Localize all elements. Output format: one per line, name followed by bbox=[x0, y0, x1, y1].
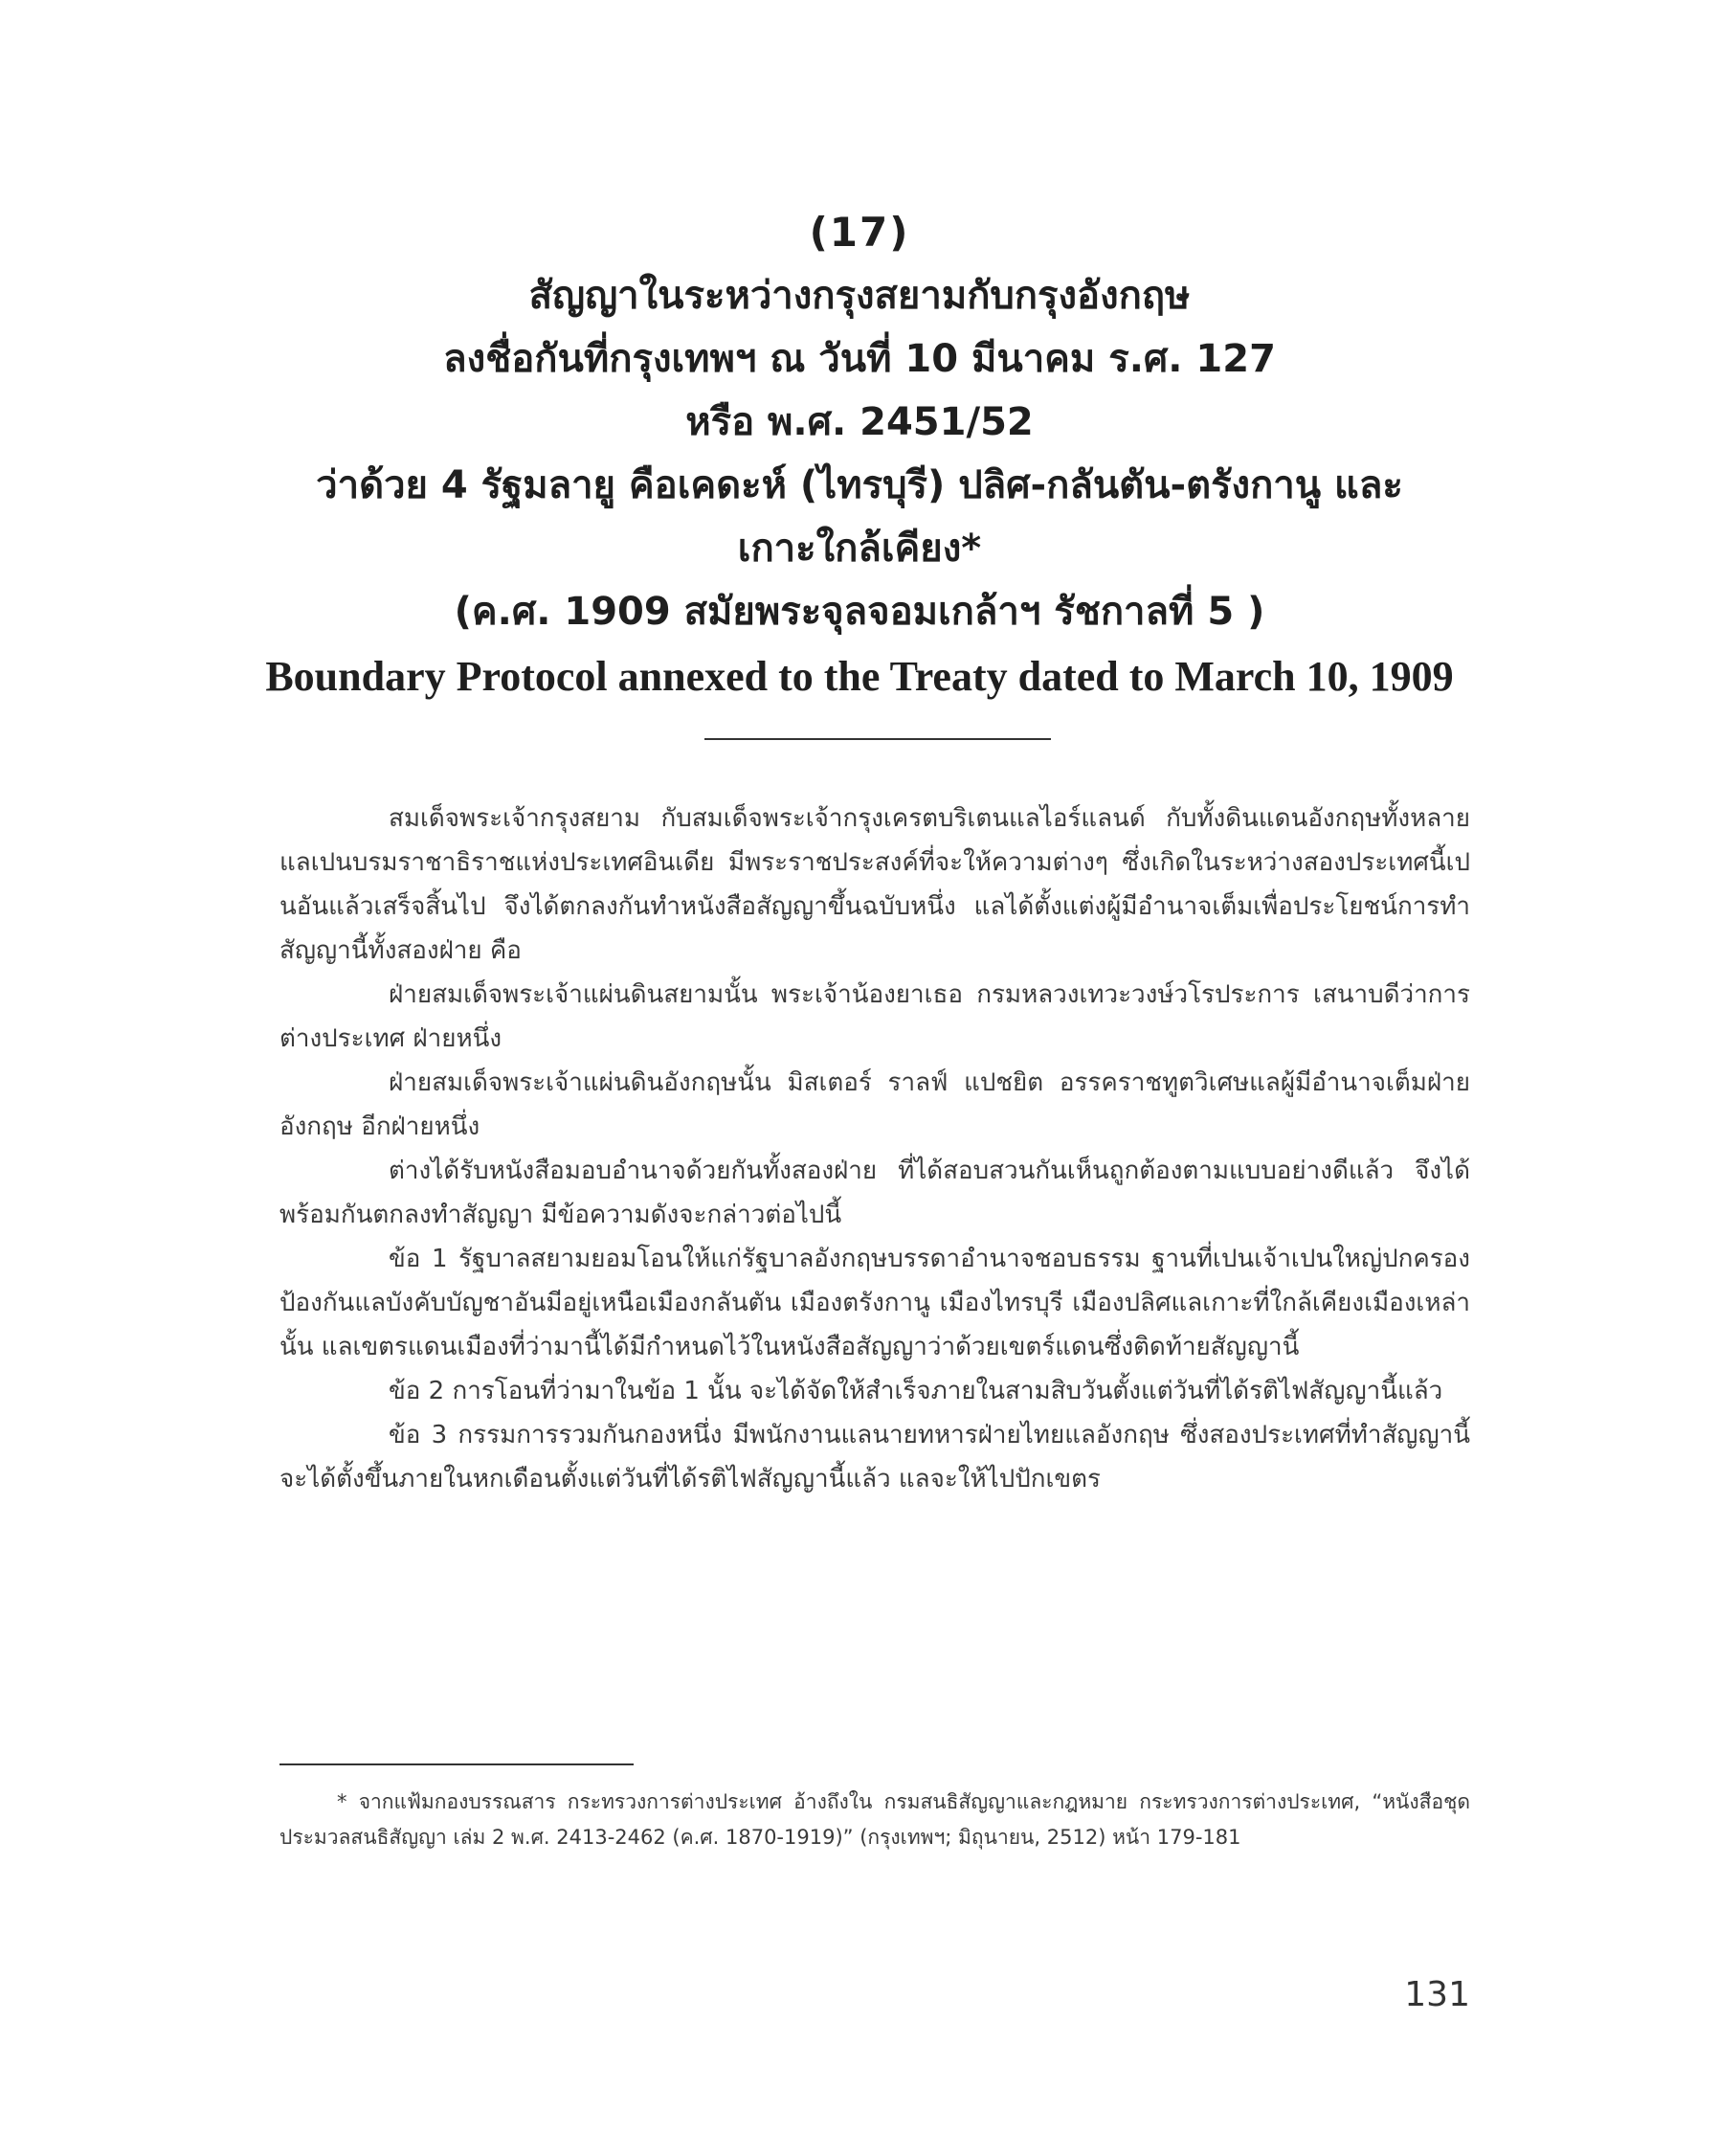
footnote: * จากแฟ้มกองบรรณสาร กระทรวงการต่างประเทศ อ้างถึงใน กรมสนธิสัญญาและกฎหมาย กระทรวงการต่างประเทศ, “หนังสือชุดประมวลสนธิสัญญา เล่ม 2 พ.ศ. 2413-2462 (ค.ศ. 1870-1919)” (กรุงเทพฯ; มิถุนายน, 2512) หน้า 179-181 bbox=[279, 1790, 1470, 1849]
heading-thai-line-3: หรือ พ.ศ. 2451/52 bbox=[685, 400, 1034, 444]
heading-thai-line-1: สัญญาในระหว่างกรุงสยามกับกรุงอังกฤษ bbox=[528, 274, 1191, 318]
body-paragraph-preamble: สมเด็จพระเจ้ากรุงสยาม กับสมเด็จพระเจ้ากรุงเครตบริเตนแลไอร์แลนด์ กับทั้งดินแดนอังกฤษทั้งหลายแลเปนบรมราชาธิราชแห่งประเทศอินเดีย มีพระราชประสงค์ที่จะให้ความต่างๆ ซึ่งเกิดในระหว่างสองประเทศนี้เปนอันแล้วเสร็จสิ้นไป จึงได้ตกลงกันทำหนังสือสัญญาขึ้นฉบับหนึ่ง แลได้ตั้งแต่งผู้มีอำนาจเต็มเพื่อประโยชน์การทำสัญญานี้ทั้งสองฝ่าย คือ bbox=[279, 804, 1470, 965]
treaty-number: (17) bbox=[809, 209, 910, 256]
heading-thai-line-4: ว่าด้วย 4 รัฐมลายู คือเคดะห์ (ไทรบุรี) ปลิศ-กลันตัน-ตรังกานู และ bbox=[316, 463, 1403, 507]
treaty-heading bbox=[144, 201, 1575, 710]
treaty-body bbox=[279, 797, 1470, 1501]
heading-english: Boundary Protocol annexed to the Treaty dated to March 10, 1909 bbox=[265, 653, 1454, 700]
heading-thai-line-5: เกาะใกล้เคียง* bbox=[737, 527, 982, 571]
body-paragraph-article-2: ข้อ 2 การโอนที่ว่ามาในข้อ 1 นั้น จะได้จัดให้สำเร็จภายในสามสิบวันตั้งแต่วันที่ได้รติไฟสัญญานี้แล้ว bbox=[389, 1377, 1443, 1405]
body-paragraph-article-3: ข้อ 3 กรรมการรวมกันกองหนึ่ง มีพนักงานแลนายทหารฝ่ายไทยแลอังกฤษ ซึ่งสองประเทศที่ทำสัญญานี้จะได้ตั้งขึ้นภายในหกเดือนตั้งแต่วันที่ได้รติไฟสัญญานี้แล้ว แลจะให้ไปปักเขตร bbox=[279, 1421, 1470, 1493]
body-paragraph-agreement: ต่างได้รับหนังสือมอบอำนาจด้วยกันทั้งสองฝ่าย ที่ได้สอบสวนกันเห็นถูกต้องตามแบบอย่างดีแล้ว จึงได้พร้อมกันตกลงทำสัญญา มีข้อความดังจะกล่าวต่อไปนี้ bbox=[279, 1157, 1470, 1229]
page-number: 131 bbox=[1404, 1975, 1470, 2014]
heading-thai-line-6: (ค.ศ. 1909 สมัยพระจุลจอมเกล้าฯ รัชกาลที่ 5 ) bbox=[454, 590, 1265, 634]
body-paragraph-siam-party: ฝ่ายสมเด็จพระเจ้าแผ่นดินสยามนั้น พระเจ้าน้องยาเธอ กรมหลวงเทวะวงษ์วโรประการ เสนาบดีว่าการต่างประเทศ ฝ่ายหนึ่ง bbox=[279, 980, 1470, 1053]
title-divider bbox=[704, 738, 1051, 740]
body-paragraph-article-1: ข้อ 1 รัฐบาลสยามยอมโอนให้แก่รัฐบาลอังกฤษบรรดาอำนาจชอบธรรม ฐานที่เปนเจ้าเปนใหญ่ปกครองป้องกันแลบังคับบัญชาอันมีอยู่เหนือเมืองกลันตัน เมืองตรังกานู เมืองไทรบุรี เมืองปลิศแลเกาะที่ใกล้เคียงเมืองเหล่านั้น แลเขตรแดนเมืองที่ว่ามานี้ได้มีกำหนดไว้ในหนังสือสัญญาว่าด้วยเขตร์แดนซึ่งติดท้ายสัญญานี้ bbox=[279, 1245, 1470, 1361]
footnote-divider bbox=[279, 1763, 634, 1765]
heading-thai-line-2: ลงชื่อกันที่กรุงเทพฯ ณ วันที่ 10 มีนาคม ร.ศ. 127 bbox=[443, 337, 1276, 381]
body-paragraph-british-party: ฝ่ายสมเด็จพระเจ้าแผ่นดินอังกฤษนั้น มิสเตอร์ ราลฟ์ แปชยิต อรรคราชทูตวิเศษแลผู้มีอำนาจเต็มฝ่ายอังกฤษ อีกฝ่ายหนึ่ง bbox=[279, 1068, 1470, 1141]
